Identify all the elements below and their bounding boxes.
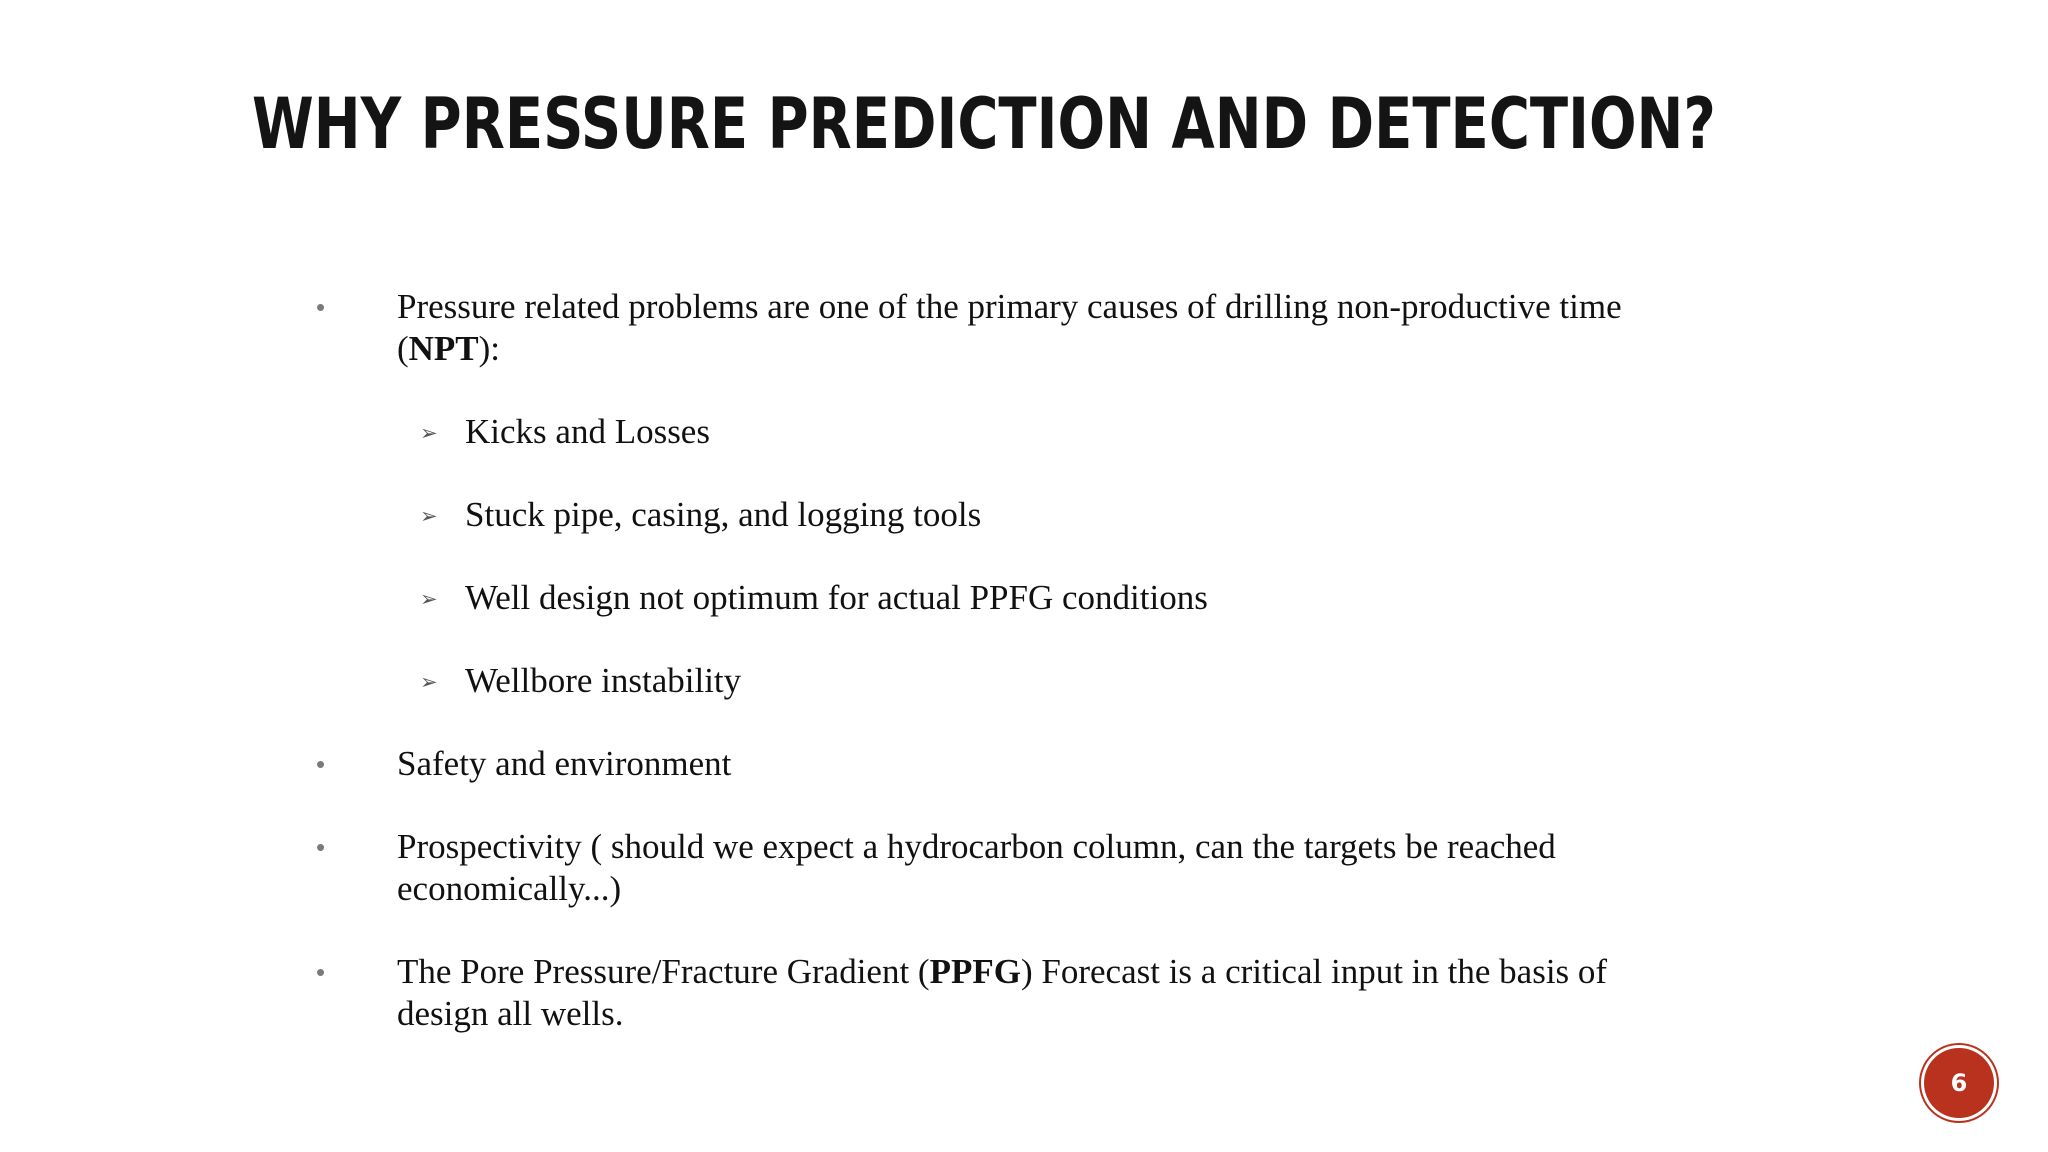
- bullet-text-bold: PPFG: [929, 952, 1021, 991]
- sub-item-text: Kicks and Losses: [465, 412, 710, 451]
- bullet-text: Safety and environment: [397, 744, 732, 783]
- sub-item-text: Wellbore instability: [465, 661, 742, 700]
- bullet-text-post: ):: [478, 329, 501, 368]
- bullet-item-npt: [300, 286, 1700, 370]
- arrow-bullet-icon: ➢: [420, 587, 438, 611]
- bullet-dot-icon: •: [316, 832, 326, 862]
- bullet-dot-icon: •: [316, 957, 326, 987]
- bullet-text-pre: The Pore Pressure/Fracture Gradient (: [397, 952, 930, 991]
- bullet-dot-icon: •: [316, 749, 326, 779]
- sub-item-wellbore: [300, 660, 1700, 702]
- sub-item-text: Stuck pipe, casing, and logging tools: [465, 495, 982, 534]
- sub-item-kicks: [300, 411, 1700, 453]
- sub-item-well-design: [300, 577, 1700, 619]
- arrow-bullet-icon: ➢: [420, 421, 438, 445]
- bullet-text-post: ) Forecast is a critical input in the basis of design all wells.: [397, 952, 1608, 1033]
- arrow-bullet-icon: ➢: [420, 504, 438, 528]
- bullet-dot-icon: •: [316, 292, 326, 322]
- bullet-text: Prospectivity ( should we expect a hydrocarbon column, can the targets be reached economically...): [397, 827, 1556, 908]
- slide-title: WHY PRESSURE PREDICTION AND DETECTION?: [252, 83, 1716, 165]
- bullet-item-prospectivity: [300, 826, 1700, 910]
- bullet-item-ppfg: [300, 951, 1700, 1035]
- page-number-badge: 6: [1924, 1048, 1994, 1118]
- sub-item-text: Well design not optimum for actual PPFG conditions: [465, 578, 1208, 617]
- bullet-text-pre: Pressure related problems are one of the primary causes of drilling non-productive time (: [397, 287, 1622, 368]
- arrow-bullet-icon: ➢: [420, 670, 438, 694]
- bullet-item-safety: [300, 743, 1700, 785]
- bullet-text-bold: NPT: [408, 329, 479, 368]
- sub-item-stuck-pipe: [300, 494, 1700, 536]
- bullet-list: [300, 286, 1700, 1076]
